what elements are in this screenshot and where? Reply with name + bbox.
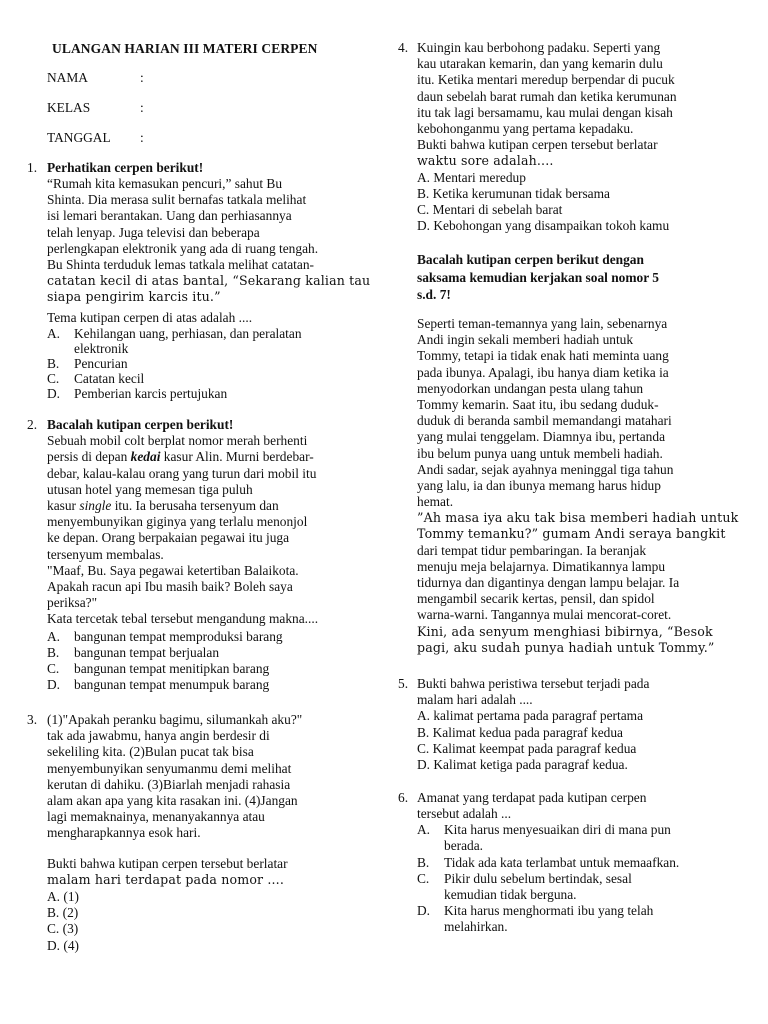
option-c[interactable]: C. Mentari di sebelah barat <box>417 201 563 217</box>
passage-line: “Rumah kita kemasukan pencuri,” sahut Bu <box>47 176 283 191</box>
passage-line: hemat. <box>417 494 454 510</box>
field-label-tanggal: TANGGAL <box>47 130 111 145</box>
passage-line: mengambil secarik kertas, pensil, dan spidol <box>417 591 655 607</box>
passage-text-segment: itu. Ia berusaha tersenyum dan <box>111 497 279 513</box>
passage-line: utusan hotel yang memesan tiga puluh <box>47 481 253 497</box>
option-text: Kita harus menyesuaikan diri di mana pun <box>444 822 671 837</box>
passage-line: menyodorkan undangan pesta ulang tahun <box>417 380 644 396</box>
option-c-continued <box>417 887 762 903</box>
highlighted-word: kedai <box>130 449 161 465</box>
option-d[interactable]: D. (4) <box>47 937 79 953</box>
question-line: Bukti bahwa kutipan cerpen tersebut berlatar <box>417 137 658 153</box>
instruction-text: Bacalah kutipan cerpen berikut! <box>47 417 234 432</box>
option-letter: C. <box>47 661 60 676</box>
passage-line: Andi ingin sekali memberi hadiah untuk <box>417 332 634 348</box>
option-letter: C. <box>47 371 60 386</box>
passage-line: debar, kalau-kalau orang yang turun dari mobil itu <box>47 465 317 481</box>
passage-line: tidurnya dan digantinya dengan lampu belajar. Ia <box>417 575 680 590</box>
option-d[interactable] <box>47 677 377 693</box>
passage-line: Andi sadar, sejak ayahnya meninggal tiga tahun <box>417 461 674 477</box>
option-letter: D. <box>47 386 61 401</box>
passage-line: yang mulai tenggelam. Diamnya ibu, pertanda <box>417 429 666 445</box>
passage-text <box>417 40 677 234</box>
question-text <box>47 856 288 888</box>
option-a-continued <box>47 341 377 357</box>
passage-line: kerutan di dahiku. (3)Biarlah menjadi rahasia <box>47 776 291 792</box>
passage-line: yang lalu, ia dan ibunya memang harus hidup <box>417 477 661 493</box>
field-label-nama: NAMA <box>47 70 88 85</box>
field-colon-nama: : <box>140 70 144 85</box>
field-colon-tanggal: : <box>140 130 144 145</box>
passage-line: alam akan apa yang kita rasakan ini. (4)Jangan <box>47 792 298 808</box>
option-text: Pemberian karcis pertujukan <box>74 386 228 401</box>
passage-text <box>47 176 370 306</box>
option-d[interactable] <box>47 386 377 402</box>
question-line: Tema kutipan cerpen di atas adalah .... <box>47 310 253 325</box>
question-line: tersebut adalah ... <box>417 806 512 822</box>
option-a-continued <box>417 838 762 854</box>
passage-line: sekeliling kita. (2)Bulan pucat tak bisa <box>47 744 254 760</box>
passage-line: Sebuah mobil colt berplat nomor merah berhenti <box>47 433 308 449</box>
passage-line: Seperti teman-temannya yang lain, sebenarnya <box>417 316 668 331</box>
passage-instruction <box>417 251 659 304</box>
option-letter: A. <box>47 326 61 341</box>
question-instruction <box>47 160 203 176</box>
option-a[interactable]: A. kalimat pertama pada paragraf pertama <box>417 708 644 724</box>
option-a[interactable] <box>417 822 762 838</box>
passage-text-segment: persis di depan <box>47 449 131 465</box>
field-label-kelas: KELAS <box>47 100 91 115</box>
passage-line: (1)"Apakah peranku bagimu, silumankah aku?" <box>47 712 303 727</box>
option-letter: D. <box>417 903 431 918</box>
passage-text <box>417 316 738 656</box>
passage-line: dari tempat tidur pembaringan. Ia beranjak <box>417 542 647 558</box>
option-text: Tidak ada kata terlambat untuk memaafkan. <box>444 855 680 870</box>
passage-line: kau utarakan kemarin, dan yang kemarin dulu <box>417 56 663 72</box>
passage-line: Kini, ada senyum menghiasi bibirnya, “Besok <box>417 623 713 639</box>
passage-line: mengharapkannya esok hari. <box>47 825 201 841</box>
passage-line: menyembunyikan giginya yang terlalu menonjol <box>47 514 308 530</box>
passage-line: periksa?" <box>47 595 98 611</box>
option-c[interactable]: C. (3) <box>47 921 79 937</box>
instruction-text: Perhatikan cerpen berikut! <box>47 160 204 175</box>
option-text: bangunan tempat menumpuk barang <box>74 677 270 692</box>
option-letter: B. <box>47 645 60 660</box>
question-line: Bukti bahwa kutipan cerpen tersebut berlatar <box>47 856 288 871</box>
passage-line: Kuingin kau berbohong padaku. Seperti yang <box>417 40 661 55</box>
passage-text <box>47 417 318 627</box>
option-text: Pikir dulu sebelum bertindak, sesal <box>444 871 632 886</box>
passage-line: Tommy, tetapi ia tidak enak hati meminta uang <box>417 348 669 364</box>
option-b[interactable] <box>47 645 377 661</box>
passage-line: catatan kecil di atas bantal, “Sekarang kalian tau <box>47 273 371 289</box>
option-text: bangunan tempat memproduksi barang <box>74 629 283 644</box>
question-number: 2. <box>27 417 38 432</box>
option-text: Pencurian <box>74 356 128 371</box>
option-letter: C. <box>417 871 430 886</box>
option-b[interactable] <box>417 855 762 871</box>
passage-text <box>47 712 302 842</box>
passage-line <box>47 449 318 465</box>
passage-line: Tommy temanku?” gumam Andi seraya bangkit <box>417 526 726 542</box>
instruction-line: Bacalah kutipan cerpen berikut dengan <box>417 252 644 267</box>
passage-line: pagi, aku sudah punya hadiah untuk Tommy.” <box>417 639 715 655</box>
option-text: bangunan tempat menitipkan barang <box>74 661 270 676</box>
option-b[interactable]: B. Kalimat kedua pada paragraf kedua <box>417 724 623 740</box>
option-letter: B. <box>417 855 430 870</box>
option-d[interactable]: D. Kalimat ketiga pada paragraf kedua. <box>417 756 628 772</box>
page-title: ULANGAN HARIAN III MATERI CERPEN <box>52 41 318 56</box>
question-number: 3. <box>27 712 38 727</box>
option-letter: A. <box>417 822 431 837</box>
question-number: 6. <box>398 790 409 805</box>
option-text: kemudian tidak berguna. <box>444 887 577 902</box>
passage-line <box>47 498 318 514</box>
option-letter: D. <box>47 677 61 692</box>
question-number: 1. <box>27 160 38 175</box>
option-b[interactable]: B. Ketika kerumunan tidak bersama <box>417 185 610 201</box>
question-number: 5. <box>398 676 409 691</box>
question-line: Kata tercetak tebal tersebut mengandung makna.... <box>47 611 319 627</box>
options-list <box>47 889 79 954</box>
question-line: waktu sore adalah.... <box>417 153 554 169</box>
option-a[interactable]: A. Mentari meredup <box>417 169 526 185</box>
passage-text-segment: kasur Alin. Murni berdebar- <box>160 449 314 465</box>
passage-line: tak ada jawabmu, hanya angin berdesir di <box>47 728 270 744</box>
question-text <box>47 310 252 326</box>
option-text: Kehilangan uang, perhiasan, dan peralatan <box>74 326 302 341</box>
option-letter: A. <box>47 629 61 644</box>
question-line: Amanat yang terdapat pada kutipan cerpen <box>417 790 647 805</box>
passage-line: Apakah racun api Ibu masih baik? Boleh saya <box>47 578 293 594</box>
passage-line: menuju meja belajarnya. Dimatikannya lampu <box>417 558 666 574</box>
option-c[interactable] <box>417 871 762 887</box>
passage-line: Tommy kemarin. Saat itu, ibu sedang duduk- <box>417 396 659 412</box>
passage-line: lagi memaknainya, menanyakannya atau <box>47 809 265 825</box>
passage-line: ke depan. Orang berpakaian pegawai itu juga <box>47 530 290 546</box>
option-c[interactable] <box>47 371 377 387</box>
option-c[interactable] <box>47 661 377 677</box>
option-text: Kita harus menghormati ibu yang telah <box>444 903 654 918</box>
passage-line: ”Ah masa iya aku tak bisa memberi hadiah untuk <box>417 510 739 526</box>
option-d[interactable]: D. Kebohongan yang disampaikan tokoh kamu <box>417 218 670 234</box>
question-line: malam hari adalah .... <box>417 692 533 708</box>
passage-line: duduk di beranda sambil memandangi matahari <box>417 413 672 429</box>
passage-line: Bu Shinta terduduk lemas tatkala melihat catatan- <box>47 256 314 272</box>
option-letter: B. <box>47 356 60 371</box>
option-d-continued <box>417 919 762 935</box>
option-a[interactable]: A. (1) <box>47 889 79 904</box>
field-colon-kelas: : <box>140 100 144 115</box>
passage-line: pada ibunya. Apalagi, ibu hanya diam ketika ia <box>417 364 669 380</box>
passage-text-segment: kasur <box>47 497 80 513</box>
passage-line: perlengkapan elektronik yang ada di ruang tengah. <box>47 240 319 256</box>
option-text: melahirkan. <box>444 919 508 934</box>
option-a[interactable] <box>47 326 377 342</box>
passage-line: menyembunyikan senyumanmu demi melihat <box>47 760 292 776</box>
question-line: malam hari terdapat pada nomor .... <box>47 872 284 888</box>
passage-line: warna-warni. Tangannya mulai mencorat-coret. <box>417 607 672 623</box>
option-b[interactable] <box>47 356 377 372</box>
question-number: 4. <box>398 40 409 55</box>
option-d[interactable] <box>417 903 762 919</box>
option-a[interactable] <box>47 629 377 645</box>
passage-line: itu tak lagi bersamamu, kau mulai dengan kisah <box>417 104 673 120</box>
passage-line: "Maaf, Bu. Saya pegawai ketertiban Balaikota. <box>47 562 299 578</box>
passage-line: tersenyum membalas. <box>47 546 164 562</box>
passage-line: ibu belum punya uang untuk membeli hadiah. <box>417 445 663 461</box>
option-b[interactable]: B. (2) <box>47 905 79 921</box>
question-text <box>417 790 646 822</box>
instruction-line: saksama kemudian kerjakan soal nomor 5 <box>417 269 659 285</box>
option-text: berada. <box>444 838 484 853</box>
question-text <box>417 676 649 773</box>
italic-word: single <box>79 497 112 513</box>
option-text: elektronik <box>74 341 129 356</box>
passage-line: Shinta. Dia merasa sulit bernafas tatkala melihat <box>47 192 307 208</box>
passage-line: daun sebelah barat rumah dan ketika kerumunan <box>417 88 677 104</box>
instruction-line: s.d. 7! <box>417 287 451 302</box>
passage-line: siapa pengirim karcis itu.” <box>47 289 221 305</box>
passage-line: telah lenyap. Juga televisi dan beberapa <box>47 224 260 240</box>
passage-line: isi lemari berantakan. Uang dan perhiasannya <box>47 208 292 224</box>
option-text: Catatan kecil <box>74 371 145 386</box>
question-line: Bukti bahwa peristiwa tersebut terjadi pada <box>417 676 650 691</box>
option-c[interactable]: C. Kalimat keempat pada paragraf kedua <box>417 740 637 756</box>
passage-line: itu. Ketika mentari meredup berpendar di pucuk <box>417 72 675 88</box>
passage-line: kebohonganmu yang pertama kepadaku. <box>417 120 634 136</box>
option-text: bangunan tempat berjualan <box>74 645 220 660</box>
